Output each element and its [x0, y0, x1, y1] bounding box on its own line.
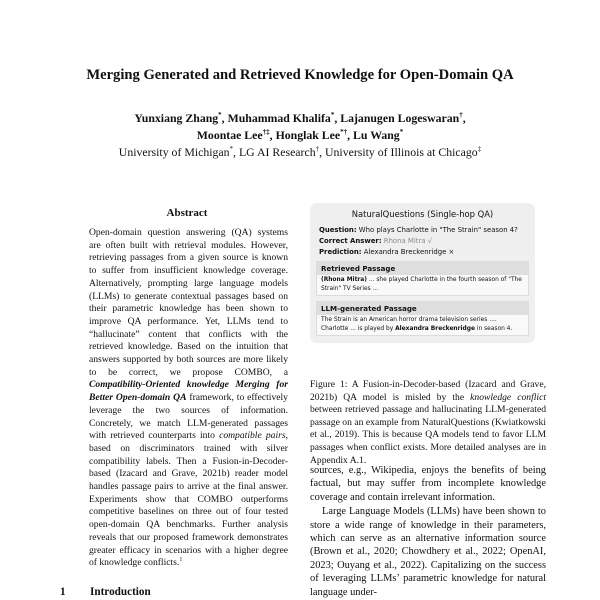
- abstract-part: , based on discriminators trained with silver compatibility labels. Then a Fusion-in-Decoder-based (Izacard and Grave, 2021b) reader model handles passage pairs to arrive at the final answer. Experiments show that COMBO outperforms competitive baselines on three out of four tested open-domain QA benchmarks. Further analysis reveals that our proposed framework demonstrates greater efficacy in scenarios with a higher degree of knowledge conflicts.: [89, 430, 288, 569]
- figure-1: [310, 203, 535, 343]
- caption-emphasis: knowledge conflict: [470, 391, 546, 403]
- section-number: 1: [60, 586, 66, 598]
- body-paragraph: sources, e.g., Wikipedia, enjoys the benefits of being factual, but may suffer from incomplete knowledge coverage and contain irrelevant information.: [310, 465, 546, 503]
- prediction-text: Alexandra Breckenridge ×: [363, 248, 455, 256]
- author-line-1: Yunxiang Zhang*, Muhammad Khalifa*, Lajanugen Logeswaran†,: [134, 111, 466, 125]
- prediction-label: Prediction:: [319, 248, 362, 256]
- affiliation: University of Illinois at Chicago: [325, 145, 478, 159]
- generated-passage-box: [316, 301, 529, 336]
- author-mark: *: [218, 111, 222, 119]
- abstract-part: framework, to effectively leverage the two sources of information. Concretely, we match LLM-generated passages with retrieved counterparts into: [89, 392, 288, 442]
- abstract-part: Open-domain question answering (QA) systems are often built with retrieval modules. However, retrieving passages from a given source is known to suffer from insufficient knowledge coverage. Alternatively, prompting large language models (LLMs) to generate contextual passages based on their parametric knowledge has been shown to improve QA performance. Yet, LLMs tend to “hallucinate” content that conflicts with the retrieved knowledge. Based on the intuition that answers supported by both sources are more likely to be correct, we propose COMBO, a: [89, 227, 288, 378]
- abstract-emphasis: Compatibility-Oriented knowledge Merging for Better Open-domain QA: [89, 379, 288, 404]
- author-block: [30, 110, 570, 161]
- question-label: Question:: [319, 226, 357, 234]
- author-name: Honglak Lee: [275, 128, 341, 142]
- author-mark: *: [330, 111, 335, 119]
- abstract-heading: Abstract: [166, 207, 208, 219]
- retrieved-passage-text: [317, 275, 528, 295]
- generated-text: The Strain is an American horror drama television series .... Charlotte ... is played by: [321, 317, 497, 332]
- author-name: Lajanugen Logeswaran: [340, 111, 460, 125]
- body-paragraph: Large Language Models (LLMs) have been shown to store a wide range of knowledge in their parameters, which can serve as an alternative information source (Brown et al., 2020; Chowdhery et al., 2022; OpenAI, 2023; Ouyang et al., 2022). Capitalizing on the success of leveraging LLMs’ parametric knowledge for natural language under-: [310, 506, 546, 598]
- correct-label: Correct Answer:: [319, 237, 382, 245]
- abstract-text: [89, 227, 288, 570]
- affiliation-line: University of Michigan*, LG AI Research†, University of Illinois at Chicago‡: [118, 145, 482, 159]
- affiliation: LG AI Research: [238, 145, 316, 159]
- author-name: Moontae Lee: [196, 128, 263, 142]
- generated-text: in season 4.: [474, 325, 513, 332]
- author-name: Yunxiang Zhang: [134, 111, 219, 125]
- affiliation-mark: *: [229, 145, 234, 153]
- abstract-emphasis: compatible pairs: [219, 430, 286, 442]
- affiliation: University of Michigan: [118, 145, 230, 159]
- author-line-2: Moontae Lee†‡, Honglak Lee*†, Lu Wang*: [196, 128, 404, 142]
- retrieved-entity: (Rhona Mitra): [321, 277, 367, 283]
- figure-prediction: [319, 248, 454, 256]
- generated-passage-text: [317, 315, 528, 335]
- caption-part: Figure 1: A Fusion-in-Decoder-based (Izacard and Grave, 2021b) QA model is misled by the: [310, 379, 546, 403]
- caption-part: between retrieved passage and hallucinating LLM-generated passage on an example from NaturalQuestions (Kwiatkowski et al., 2019). This is because QA models tend to favor LLM passages when conflict exists. More detailed analyses are in Appendix A.1.: [310, 404, 546, 466]
- retrieved-passage-box: [316, 261, 529, 296]
- paper-title: Merging Generated and Retrieved Knowledge for Open-Domain QA: [86, 67, 514, 83]
- figure-correct-answer: [319, 237, 432, 245]
- affiliation-mark: †: [315, 145, 320, 153]
- question-text: Who plays Charlotte in "The Strain" season 4?: [358, 226, 518, 234]
- figure-question: [319, 226, 518, 234]
- correct-text: Rhona Mitra √: [383, 237, 433, 245]
- footnote-mark: 1: [179, 557, 183, 564]
- affiliation-mark: ‡: [477, 145, 482, 153]
- figure-caption: [310, 379, 546, 467]
- section-heading: [60, 586, 151, 598]
- body-text: [310, 464, 546, 600]
- generated-passage-heading: LLM-generated Passage: [317, 302, 528, 315]
- author-mark: *†: [340, 128, 348, 136]
- retrieved-passage-heading: Retrieved Passage: [317, 262, 528, 275]
- author-name: Lu Wang: [353, 128, 400, 142]
- section-title: Introduction: [90, 586, 151, 598]
- generated-entity: Alexandra Breckenridge: [395, 325, 475, 332]
- author-name: Muhammad Khalifa: [227, 111, 331, 125]
- author-mark: †‡: [262, 128, 270, 136]
- figure-title: NaturalQuestions (Single-hop QA): [351, 209, 494, 219]
- author-mark: †: [459, 111, 463, 119]
- author-mark: *: [399, 128, 404, 136]
- retrieved-text: ... she played Charlotte in the fourth season of "The Strain" TV Series ...: [321, 277, 522, 292]
